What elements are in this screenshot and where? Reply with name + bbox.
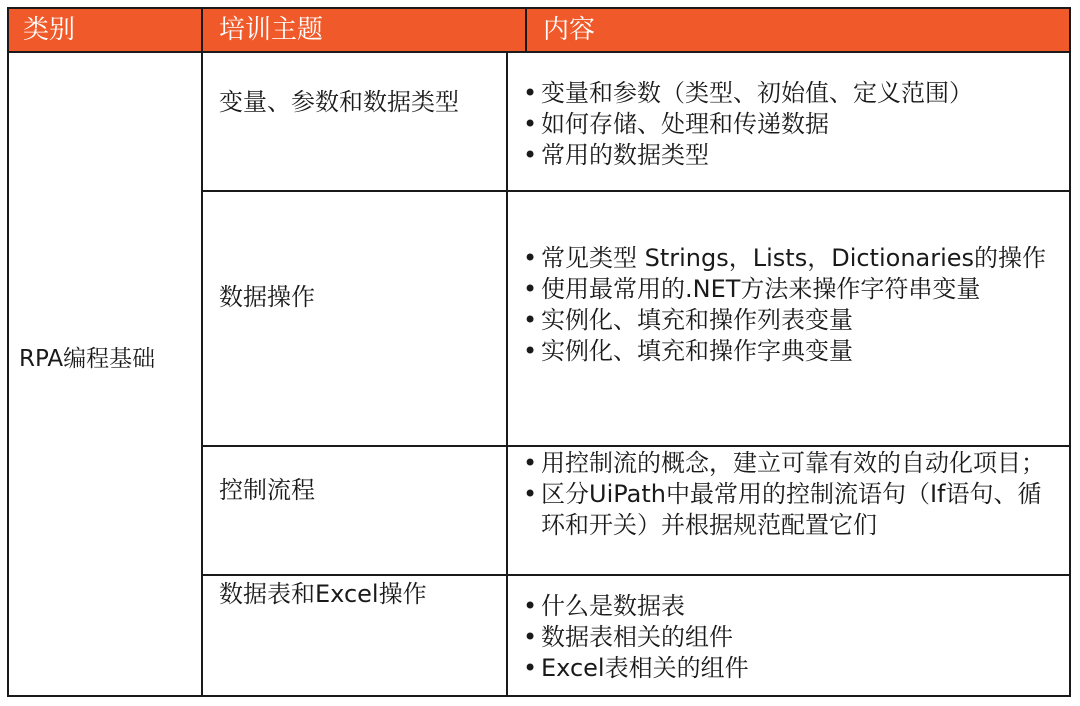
list-item: • 常见类型 Strings，Lists，Dictionaries的操作 xyxy=(521,243,1051,274)
list-item: • Excel表相关的组件 xyxy=(521,653,1051,684)
list-item: • 区分UiPath中最常用的控制流语句（If语句、循环和开关）并根据规范配置它们 xyxy=(521,479,1051,541)
list-item: • 实例化、填充和操作字典变量 xyxy=(521,336,1051,367)
topic-cell: 变量、参数和数据类型 xyxy=(219,88,459,116)
list-item: • 如何存储、处理和传递数据 xyxy=(521,109,1051,140)
list-item: • 变量和参数（类型、初始值、定义范围） xyxy=(521,78,1051,109)
topic-cell: 数据操作 xyxy=(219,283,315,311)
table-border-right xyxy=(1069,51,1071,697)
list-item: • 使用最常用的.NET方法来操作字符串变量 xyxy=(521,274,1051,305)
column-divider xyxy=(201,51,203,697)
table-border-left xyxy=(7,51,9,697)
topic-cell: 控制流程 xyxy=(219,476,315,504)
column-divider xyxy=(506,51,508,697)
topic-cell: 数据表和Excel操作 xyxy=(219,580,427,608)
list-item: • 用控制流的概念，建立可靠有效的自动化项目； xyxy=(521,448,1051,479)
list-item: • 什么是数据表 xyxy=(521,591,1051,622)
list-item: • 常用的数据类型 xyxy=(521,140,1051,171)
row-divider xyxy=(201,574,1071,576)
category-cell: RPA编程基础 xyxy=(19,346,156,372)
table-header xyxy=(7,7,1071,53)
list-item: • 数据表相关的组件 xyxy=(521,622,1051,653)
content-list xyxy=(521,243,1051,367)
header-divider xyxy=(201,9,203,51)
row-divider xyxy=(201,445,1071,447)
table-border-bottom xyxy=(7,695,1071,697)
list-item: • 实例化、填充和操作列表变量 xyxy=(521,305,1051,336)
content-list xyxy=(521,448,1051,541)
content-list xyxy=(521,78,1051,171)
header-category: 类别 xyxy=(23,15,76,45)
training-table xyxy=(7,7,1071,697)
header-topic: 培训主题 xyxy=(219,15,324,45)
header-divider xyxy=(525,9,527,51)
header-content: 内容 xyxy=(543,15,596,45)
content-list xyxy=(521,591,1051,684)
row-divider xyxy=(201,190,1071,192)
